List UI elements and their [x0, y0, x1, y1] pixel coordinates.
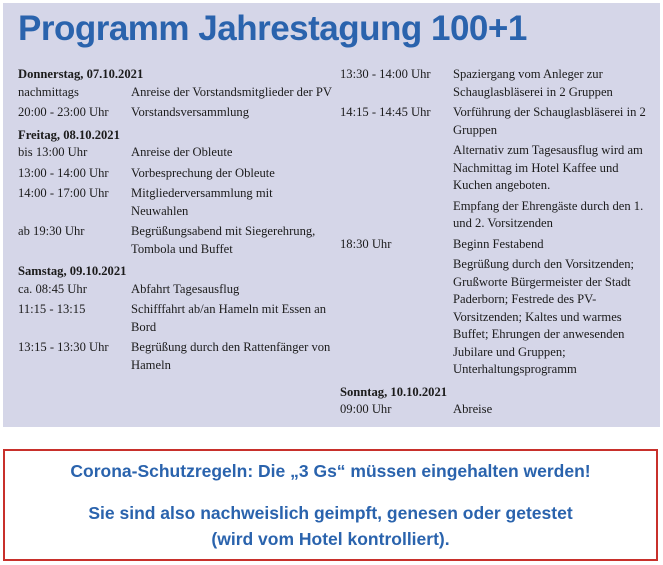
entry-text: Anreise der Vorstandsmitglieder der PV: [131, 84, 332, 99]
day-heading: Samstag, 09.10.2021: [18, 264, 127, 278]
day-heading: Sonntag, 10.10.2021: [340, 384, 448, 399]
entry-time: 20:00 - 23:00 Uhr: [18, 105, 109, 119]
entry-time: [340, 142, 453, 195]
entry-time: 13:30 - 14:00 Uhr: [340, 67, 431, 81]
entry-text: Mitgliederversammlung mit Neuwahlen: [131, 186, 273, 218]
schedule-entry: [18, 281, 333, 299]
entry-time: 11:15 - 13:15: [18, 302, 86, 316]
entry-text: Vorbesprechung der Obleute: [131, 165, 275, 180]
schedule-entry: [18, 144, 333, 162]
entry-time: 14:15 - 14:45 Uhr: [340, 105, 431, 119]
schedule-entry: [340, 104, 656, 139]
notice-line: Sie sind also nachweislich geimpft, genesen oder getestet: [88, 503, 573, 523]
corona-notice-box: [3, 449, 658, 561]
notice-line: (wird vom Hotel kontrolliert).: [211, 529, 450, 549]
day-heading: Freitag, 08.10.2021: [18, 127, 120, 142]
schedule-entry: [340, 256, 656, 379]
schedule-entry: [340, 401, 656, 419]
entry-time: 09:00 Uhr: [340, 402, 392, 416]
notice-line: Corona-Schutzregeln: Die „3 Gs“ müssen eingehalten werden!: [70, 461, 591, 481]
schedule-entry: [18, 339, 333, 374]
schedule-entry: [18, 301, 333, 336]
day-heading: Donnerstag, 07.10.2021: [18, 67, 144, 81]
schedule-entry: [340, 236, 656, 254]
entry-time: nachmittags: [18, 84, 79, 99]
entry-time: 13:15 - 13:30 Uhr: [18, 340, 109, 354]
entry-text: Schifffahrt ab/an Hameln mit Essen an Bord: [131, 302, 327, 334]
schedule-entry: [18, 185, 333, 220]
schedule-entry: [340, 142, 656, 195]
entry-text: Vorführung der Schauglasbläserei in 2 Gruppen: [453, 105, 646, 137]
entry-text: Begrüßung durch den Rattenfänger von Hameln: [131, 340, 331, 372]
entry-time: [340, 256, 453, 379]
program-panel: [3, 3, 660, 427]
entry-text: Anreise der Obleute: [131, 145, 233, 159]
schedule-entry: [340, 198, 656, 233]
program-column-left: [18, 66, 333, 377]
entry-text: Vorstandsversammlung: [131, 105, 249, 119]
entry-text: Alternativ zum Tagesausflug wird am Nachmittag im Hotel Kaffee und Kuchen angeboten.: [453, 143, 643, 192]
entry-text: Begrüßungsabend mit Siegerehrung, Tombola und Buffet: [131, 224, 316, 256]
entry-time: ab 19:30 Uhr: [18, 224, 85, 238]
entry-text: Beginn Festabend: [453, 236, 544, 251]
entry-text: Abreise: [453, 402, 493, 416]
entry-time: [340, 198, 453, 233]
entry-time: ca. 08:45 Uhr: [18, 281, 87, 296]
page-title: Programm Jahrestagung 100+1: [18, 9, 527, 48]
schedule-entry: [18, 84, 333, 102]
schedule-entry: [18, 223, 333, 258]
schedule-entry: [18, 165, 333, 183]
entry-time: bis 13:00 Uhr: [18, 145, 88, 159]
entry-text: Spaziergang vom Anleger zur Schauglasbläserei in 2 Gruppen: [453, 67, 613, 99]
schedule-entry: [340, 66, 656, 101]
entry-time: 14:00 - 17:00 Uhr: [18, 186, 109, 200]
schedule-entry: [18, 104, 333, 122]
entry-text: Empfang der Ehrengäste durch den 1. und 2. Vorsitzenden: [453, 198, 644, 230]
entry-text: Abfahrt Tagesausflug: [131, 281, 240, 296]
entry-text: Begrüßung durch den Vorsitzenden; Grußworte Bürgermeister der Stadt Paderborn; Festrede des PV-Vorsitzenden; Kaltes und warmes Buffet; Ehrungen der anwesenden Jubilare und Gruppen; Unterhaltungsprogramm: [453, 257, 635, 376]
program-column-right: [340, 66, 656, 422]
entry-time: 13:00 - 14:00 Uhr: [18, 165, 109, 180]
entry-time: 18:30 Uhr: [340, 236, 392, 251]
